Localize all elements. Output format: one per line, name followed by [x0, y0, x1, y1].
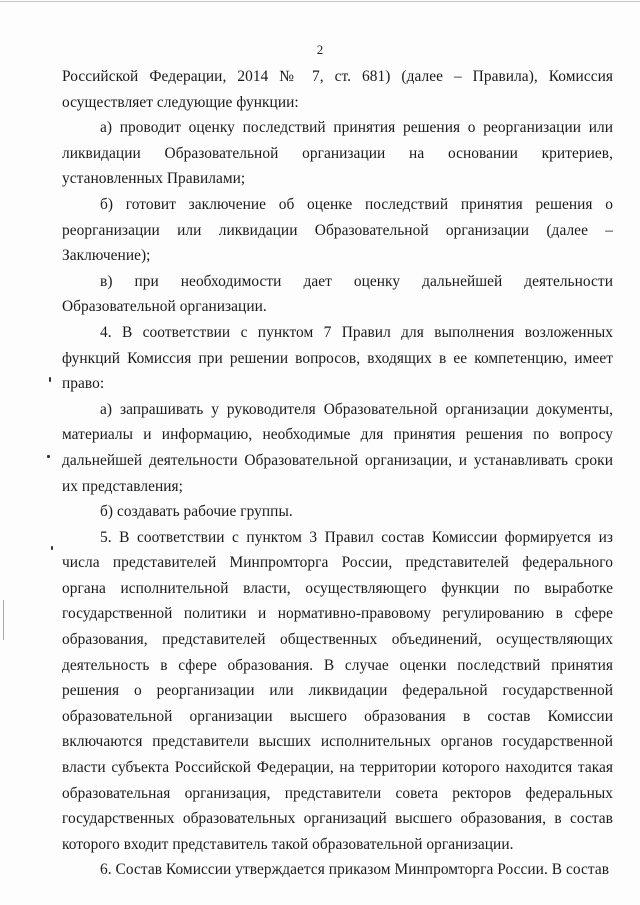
paragraph-continuation: Российской Федерации, 2014 № 7, ст. 681) (далее – Правила), Комиссия осуществляет следующие функции: — [62, 68, 613, 111]
paragraph-function-b: б) готовит заключение об оценке последствий принятия решения о реорганизации или ликвидации Образовательной организации (далее – Заключение); — [62, 195, 613, 265]
scan-speck — [47, 455, 50, 458]
scan-speck — [49, 377, 51, 382]
paragraph-function-c: в) при необходимости дает оценку дальнейшей деятельности Образовательной организации. — [62, 272, 613, 316]
paragraph-function-a: а) проводит оценку последствий принятия решения о реорганизации или ликвидации Образовательной организации на основании критериев, установленных Правилами; — [62, 119, 613, 188]
paragraph-right-b: б) создавать рабочие группы. — [100, 503, 293, 521]
page-top-edge — [0, 1, 640, 2]
scan-speck — [51, 546, 53, 550]
paragraph-right-a: а) запрашивать у руководителя Образовательной организации документы, материалы и информацию, необходимые для принятия решения по вопросу дальнейшей деятельности Образовательной организации, и устанавливать сроки их представления; — [62, 400, 613, 495]
page-number: 2 — [316, 42, 324, 57]
scan-edge-mark — [3, 600, 4, 640]
document-body — [62, 64, 613, 883]
paragraph-item-4: 4. В соответствии с пунктом 7 Правил для выполнения возложенных функций Комиссия при решении вопросов, входящих в ее компетенцию, имеет право: — [62, 323, 613, 393]
paragraph-item-5: 5. В соответствии с пунктом 3 Правил состав Комиссии формируется из числа представителей Минпромторга России, представителей федерального органа исполнительной власти, осуществляющего функции по выработке государственной политики и нормативно-правовому регулированию в сфере образования, представителей общественных объединений, осуществляющих деятельность в сфере образования. В случае оценки последствий принятия решения о реорганизации или ликвидации федеральной государственной образовательной организации высшего образования в состав Комиссии включаются представители высших исполнительных органов государственной власти субъекта Российской Федерации, на территории которого находится такая образовательная организация, представители совета ректоров федеральных государственных образовательных организаций высшего образования, в состав которого входит представитель такой образовательной организации. — [62, 528, 613, 853]
paragraph-item-6: 6. Состав Комиссии утверждается приказом Минпромторга России. В состав — [100, 861, 610, 879]
